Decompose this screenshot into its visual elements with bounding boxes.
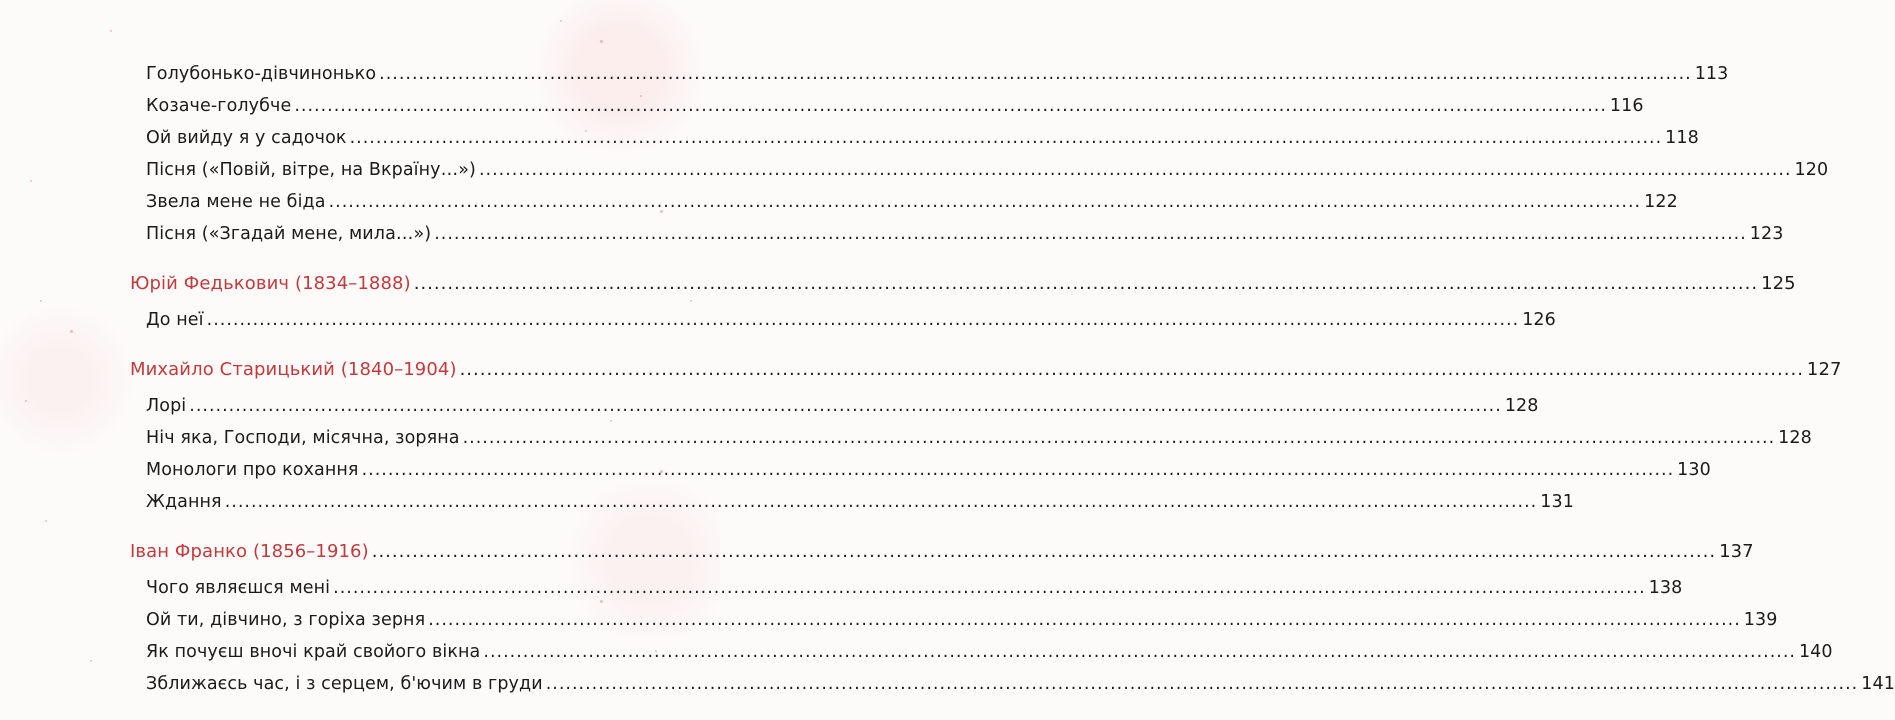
- page-number: 137: [1719, 541, 1754, 562]
- paper-speck: [600, 40, 603, 43]
- toc-poem-entry: [130, 572, 1683, 604]
- entry-title: Ждання: [146, 492, 222, 512]
- toc-poem-entry: [130, 58, 1729, 90]
- dot-leader: ........................................................................................................................................................................................................: [545, 674, 1859, 694]
- toc-poem-entry: [130, 454, 1711, 486]
- entry-title: Ой вийду я у садочок: [146, 128, 347, 148]
- page-number: 128: [1778, 428, 1812, 448]
- page-number: 116: [1609, 96, 1644, 116]
- paper-speck: [25, 400, 27, 402]
- toc-poem-entry: [130, 218, 1784, 250]
- page-number: 125: [1761, 273, 1796, 294]
- dot-leader: ........................................................................................................................................................................................................: [328, 192, 1642, 212]
- entry-title: Зближаєсь час, і з серцем, б'ючим в груди: [146, 674, 543, 694]
- page-number: 122: [1644, 192, 1678, 212]
- dot-leader: ........................................................................................................................................................................................................: [483, 642, 1796, 662]
- entry-title: До неї: [146, 310, 204, 330]
- dot-leader: ........................................................................................................................................................................................................: [379, 64, 1692, 84]
- page-number: 113: [1694, 64, 1729, 84]
- dot-leader: ........................................................................................................................................................................................................: [294, 96, 1607, 116]
- section-gap: [130, 518, 598, 536]
- section-gap: [130, 336, 598, 354]
- page-number: 120: [1794, 160, 1829, 180]
- paper-speck: [110, 30, 112, 32]
- dot-leader: ........................................................................................................................................................................................................: [428, 610, 1741, 630]
- paper-speck: [30, 180, 32, 182]
- entry-title: Юрій Федькович (1834–1888): [130, 273, 411, 294]
- page-number: 138: [1648, 578, 1683, 598]
- toc-author-entry: [130, 354, 1842, 386]
- toc-poem-entry: [130, 186, 1678, 218]
- page-number: 127: [1806, 359, 1842, 380]
- entry-title: Монологи про кохання: [146, 460, 359, 480]
- dot-leader: ........................................................................................................................................................................................................: [413, 273, 1759, 294]
- dot-leader: ........................................................................................................................................................................................................: [478, 160, 1792, 180]
- dot-leader: ........................................................................................................................................................................................................: [459, 359, 1804, 380]
- entry-title: Михайло Старицький (1840–1904): [130, 359, 457, 380]
- dot-leader: ........................................................................................................................................................................................................: [224, 492, 1538, 512]
- entry-title: Ніч яка, Господи, місячна, зоряна: [146, 428, 460, 448]
- paper-speck: [560, 20, 562, 22]
- page-number: 126: [1522, 310, 1556, 330]
- paper-speck: [45, 520, 47, 522]
- page-number: 141: [1861, 674, 1895, 694]
- dot-leader: ........................................................................................................................................................................................................: [206, 310, 1520, 330]
- dot-leader: ........................................................................................................................................................................................................: [349, 128, 1663, 148]
- page-number: 140: [1798, 642, 1833, 662]
- page-number: 128: [1504, 396, 1539, 416]
- entry-title: Лорі: [146, 396, 187, 416]
- page-number: 131: [1540, 492, 1574, 512]
- entry-title: Голубонько-дівчинонько: [146, 64, 377, 84]
- dot-leader: ........................................................................................................................................................................................................: [333, 578, 1646, 598]
- dot-leader: ........................................................................................................................................................................................................: [434, 224, 1747, 244]
- toc-poem-entry: [130, 90, 1644, 122]
- entry-title: Чого являєшся мені: [146, 578, 331, 598]
- entry-title: Як почуєш вночі край свойого вікна: [146, 642, 481, 662]
- entry-title: Звела мене не біда: [146, 192, 326, 212]
- dot-leader: ........................................................................................................................................................................................................: [189, 396, 1502, 416]
- table-of-contents: [130, 58, 1895, 700]
- entry-title: Іван Франко (1856–1916): [130, 541, 369, 562]
- toc-poem-entry: [130, 486, 1574, 518]
- paper-speck: [70, 330, 73, 333]
- toc-author-entry: [130, 268, 1796, 300]
- toc-poem-entry: [130, 668, 1895, 700]
- paper-speck: [90, 660, 92, 662]
- toc-poem-entry: [130, 636, 1833, 668]
- entry-title: Пісня («Повій, вітре, на Вкраїну…»): [146, 160, 476, 180]
- paper-speck: [690, 300, 692, 302]
- dot-leader: ........................................................................................................................................................................................................: [462, 428, 1776, 448]
- toc-poem-entry: [130, 390, 1539, 422]
- paper-speck: [40, 300, 42, 302]
- toc-poem-entry: [130, 122, 1699, 154]
- toc-poem-entry: [130, 304, 1556, 336]
- page-number: 123: [1749, 224, 1784, 244]
- page-number: 139: [1743, 610, 1778, 630]
- toc-poem-entry: [130, 154, 1829, 186]
- toc-poem-entry: [130, 604, 1778, 636]
- dot-leader: ........................................................................................................................................................................................................: [361, 460, 1675, 480]
- toc-poem-entry: [130, 422, 1812, 454]
- entry-title: Ой ти, дівчино, з горіха зерня: [146, 610, 426, 630]
- entry-title: Козаче-голубче: [146, 96, 292, 116]
- page-number: 130: [1677, 460, 1711, 480]
- toc-author-entry: [130, 536, 1754, 568]
- page-number: 118: [1665, 128, 1699, 148]
- entry-title: Пісня («Згадай мене, мила…»): [146, 224, 432, 244]
- dot-leader: ........................................................................................................................................................................................................: [371, 541, 1717, 562]
- section-gap: [130, 250, 598, 268]
